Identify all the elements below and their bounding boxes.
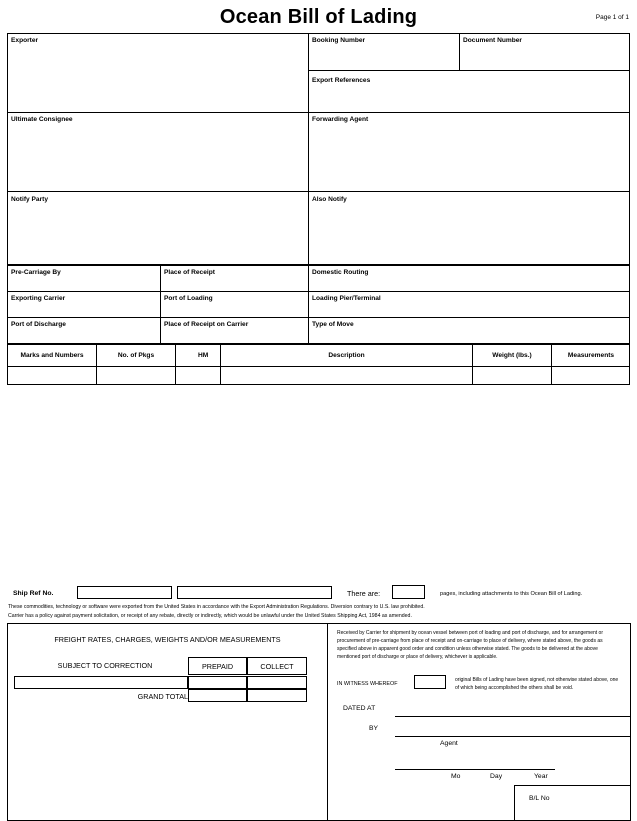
collect-label: COLLECT <box>260 662 294 671</box>
ship-ref-no-label: Ship Ref No. <box>13 590 54 597</box>
charges-description-input[interactable] <box>14 676 188 689</box>
by-signature-line[interactable] <box>395 736 630 737</box>
charges-prepaid-input[interactable] <box>188 676 247 689</box>
cargo-cell-hm[interactable] <box>176 367 220 384</box>
type-of-move-input[interactable] <box>309 329 629 343</box>
pages-suffix-text: pages, including attachments to this Ocean Bill of Lading. <box>440 591 583 597</box>
type-of-move-label: Type of Move <box>312 321 354 328</box>
grand-total-label: GRAND TOTAL <box>137 692 188 701</box>
bottom-block-center-divider <box>327 623 328 821</box>
bottom-block-top-rule <box>7 623 630 624</box>
bl-no-label: B/L No <box>529 795 550 802</box>
there-are-label: There are: <box>347 589 381 598</box>
booking-bottom-rule <box>308 70 630 71</box>
domestic-routing-input[interactable] <box>309 277 629 290</box>
loading-pier-terminal-label: Loading Pier/Terminal <box>312 295 381 302</box>
dated-at-label: DATED AT <box>343 705 376 712</box>
export-references-input[interactable] <box>309 86 629 111</box>
charges-collect-input[interactable] <box>247 676 307 689</box>
cargo-cell-measurements[interactable] <box>552 367 630 384</box>
cargo-col-weight-lbs: Weight (lbs.) <box>492 352 532 359</box>
dated-at-line[interactable] <box>395 716 630 717</box>
exporter-label: Exporter <box>11 37 39 44</box>
ship-ref-no-input-2[interactable] <box>177 586 332 599</box>
cargo-col-marks-and-numbers: Marks and Numbers <box>20 352 84 359</box>
day-label: Day <box>490 773 503 780</box>
page-indicator: Page 1 of 1 <box>595 14 629 21</box>
bl-no-input[interactable] <box>515 803 629 819</box>
pre-carriage-by-label: Pre-Carriage By <box>11 269 61 276</box>
page-title: Ocean Bill of Lading <box>219 6 418 28</box>
cargo-cell-weight[interactable] <box>473 367 551 384</box>
port-of-loading-input[interactable] <box>161 303 307 316</box>
date-line[interactable] <box>395 769 555 770</box>
loading-pier-terminal-input[interactable] <box>309 303 629 316</box>
routing-row-1-rule <box>7 291 630 292</box>
notify-party-input[interactable] <box>8 205 307 264</box>
mo-label: Mo <box>451 773 461 780</box>
notify-party-label: Notify Party <box>11 196 49 203</box>
booking-number-input[interactable] <box>309 46 458 69</box>
ocean-bill-of-lading-page: Ocean Bill of Lading Page 1 of 1 Exporter Ultimate Consignee Notify Party Booking Number Document Number Export References Forwarding Agent Also Notify Pre-Carriage By Place of Receipt Domestic Routing Exporting Carrier Port of Loading Loading Pier/Terminal Port of Discharge Place of Receipt on Carrier Type of Move Marks and Numbers No. of Pkgs HM Description Weight (lbs.) Measurements Ship Ref No. There are: pages, including attachments to this Ocean Bill of Lading. These commodities, technology or software were exported from the United States in accordance with the Export Administration Regulations. Diversion contrary to U.S. law prohibited. Carrier has a policy against payment solicitation, or receipt of any rebate, directly or indirectly, which would be unlawful under the United States Shipping Act, 1984 as amended. FREIGHT RATES, CHARGES, WEIGHTS AND/OR MEASUREMENTS SUBJECT TO CORRECTION PREPAID COLLECT GRAND TOTAL Received by Carrier for shipment by ocean vessel between port of loading and port of discharge, and for arrangement or procurement of pre-carriage from place of receipt and on-carriage to place of delivery, where stated above, the goods as specified above in apparent good order and condition unless otherwise stated. The goods to be delivered at the above mentioned port of discharge or place of delivery, whichever is applicable. IN WITNESS WHEREOF original Bills of Lading have been signed, not otherwise stated above, one of which being accomplished the others shall be void. DATED AT BY Agent Mo Day Year B/L No <box>0 0 637 821</box>
grand-total-collect-input[interactable] <box>247 689 307 702</box>
domestic-routing-label: Domestic Routing <box>312 269 369 276</box>
subject-to-correction-label: SUBJECT TO CORRECTION <box>57 661 153 670</box>
place-of-receipt-input[interactable] <box>161 277 307 290</box>
by-label: BY <box>369 725 379 732</box>
ultimate-consignee-bottom-rule <box>7 191 309 192</box>
place-of-receipt-on-carrier-label: Place of Receipt on Carrier <box>164 321 249 328</box>
pre-carriage-by-input[interactable] <box>8 277 159 290</box>
cargo-cell-no-of-pkgs[interactable] <box>97 367 175 384</box>
ship-ref-no-input-1[interactable] <box>77 586 172 599</box>
document-number-input[interactable] <box>460 46 629 69</box>
exporting-carrier-label: Exporting Carrier <box>11 295 66 302</box>
bottom-block-right-edge <box>630 623 631 821</box>
agent-label: Agent <box>440 740 458 747</box>
exporting-carrier-input[interactable] <box>8 303 159 316</box>
pages-count-input[interactable] <box>392 585 425 599</box>
booking-number-label: Booking Number <box>312 37 366 44</box>
witness-count-input[interactable] <box>414 675 446 689</box>
ultimate-consignee-input[interactable] <box>8 125 307 190</box>
forwarding-agent-label: Forwarding Agent <box>312 116 369 123</box>
year-label: Year <box>534 773 548 780</box>
cargo-cell-marks-and-numbers[interactable] <box>8 367 96 384</box>
also-notify-label: Also Notify <box>312 196 347 203</box>
ultimate-consignee-label: Ultimate Consignee <box>11 116 73 123</box>
grand-total-prepaid-input[interactable] <box>188 689 247 702</box>
routing-row-2-rule <box>7 317 630 318</box>
export-references-label: Export References <box>312 77 371 84</box>
cargo-col-description: Description <box>328 352 365 359</box>
forwarding-agent-input[interactable] <box>309 125 629 190</box>
document-number-label: Document Number <box>463 37 522 44</box>
witness-clause-text: original Bills of Lading have been signed, not otherwise stated above, one of which being accomplished the others shall be void. <box>455 677 619 692</box>
in-witness-whereof-label: IN WITNESS WHEREOF <box>337 681 398 687</box>
prepaid-label: PREPAID <box>201 662 234 671</box>
port-of-discharge-label: Port of Discharge <box>11 321 66 328</box>
exporter-input[interactable] <box>8 46 307 111</box>
cargo-col-measurements: Measurements <box>567 352 615 359</box>
carrier-clause-paragraph: Received by Carrier for shipment by ocean vessel between port of loading and port of discharge, and for arrangement or procurement of pre-carriage from place of receipt and on-carriage to place of delivery, where stated above, the goods as specified above in apparent good order and condition unless otherwise stated. The goods to be delivered at the above mentioned port of discharge or place of delivery, whichever is applicable. <box>337 630 603 661</box>
port-of-loading-label: Port of Loading <box>164 295 213 302</box>
place-of-receipt-on-carrier-input[interactable] <box>161 329 307 343</box>
disclaimer-line-2: Carrier has a policy against payment solicitation, or receipt of any rebate, directly or indirectly, which would be unlawful under the United States Shipping Act, 1984 as amended. <box>8 613 412 619</box>
freight-heading: FREIGHT RATES, CHARGES, WEIGHTS AND/OR MEASUREMENTS <box>54 635 281 644</box>
cargo-col-no-of-pkgs: No. of Pkgs <box>117 352 155 359</box>
bottom-block-left-edge <box>7 623 8 821</box>
exporter-bottom-rule <box>7 112 309 113</box>
forwarding-agent-bottom-rule <box>308 191 630 192</box>
port-of-discharge-input[interactable] <box>8 329 159 343</box>
bl-no-top-rule <box>514 785 630 786</box>
place-of-receipt-label: Place of Receipt <box>164 269 215 276</box>
also-notify-input[interactable] <box>309 205 629 264</box>
cargo-cell-description[interactable] <box>221 367 472 384</box>
export-references-bottom-rule <box>308 112 630 113</box>
disclaimer-line-1: These commodities, technology or software were exported from the United States in accordance with the Export Administration Regulations. Diversion contrary to U.S. law prohibited. <box>8 604 425 610</box>
